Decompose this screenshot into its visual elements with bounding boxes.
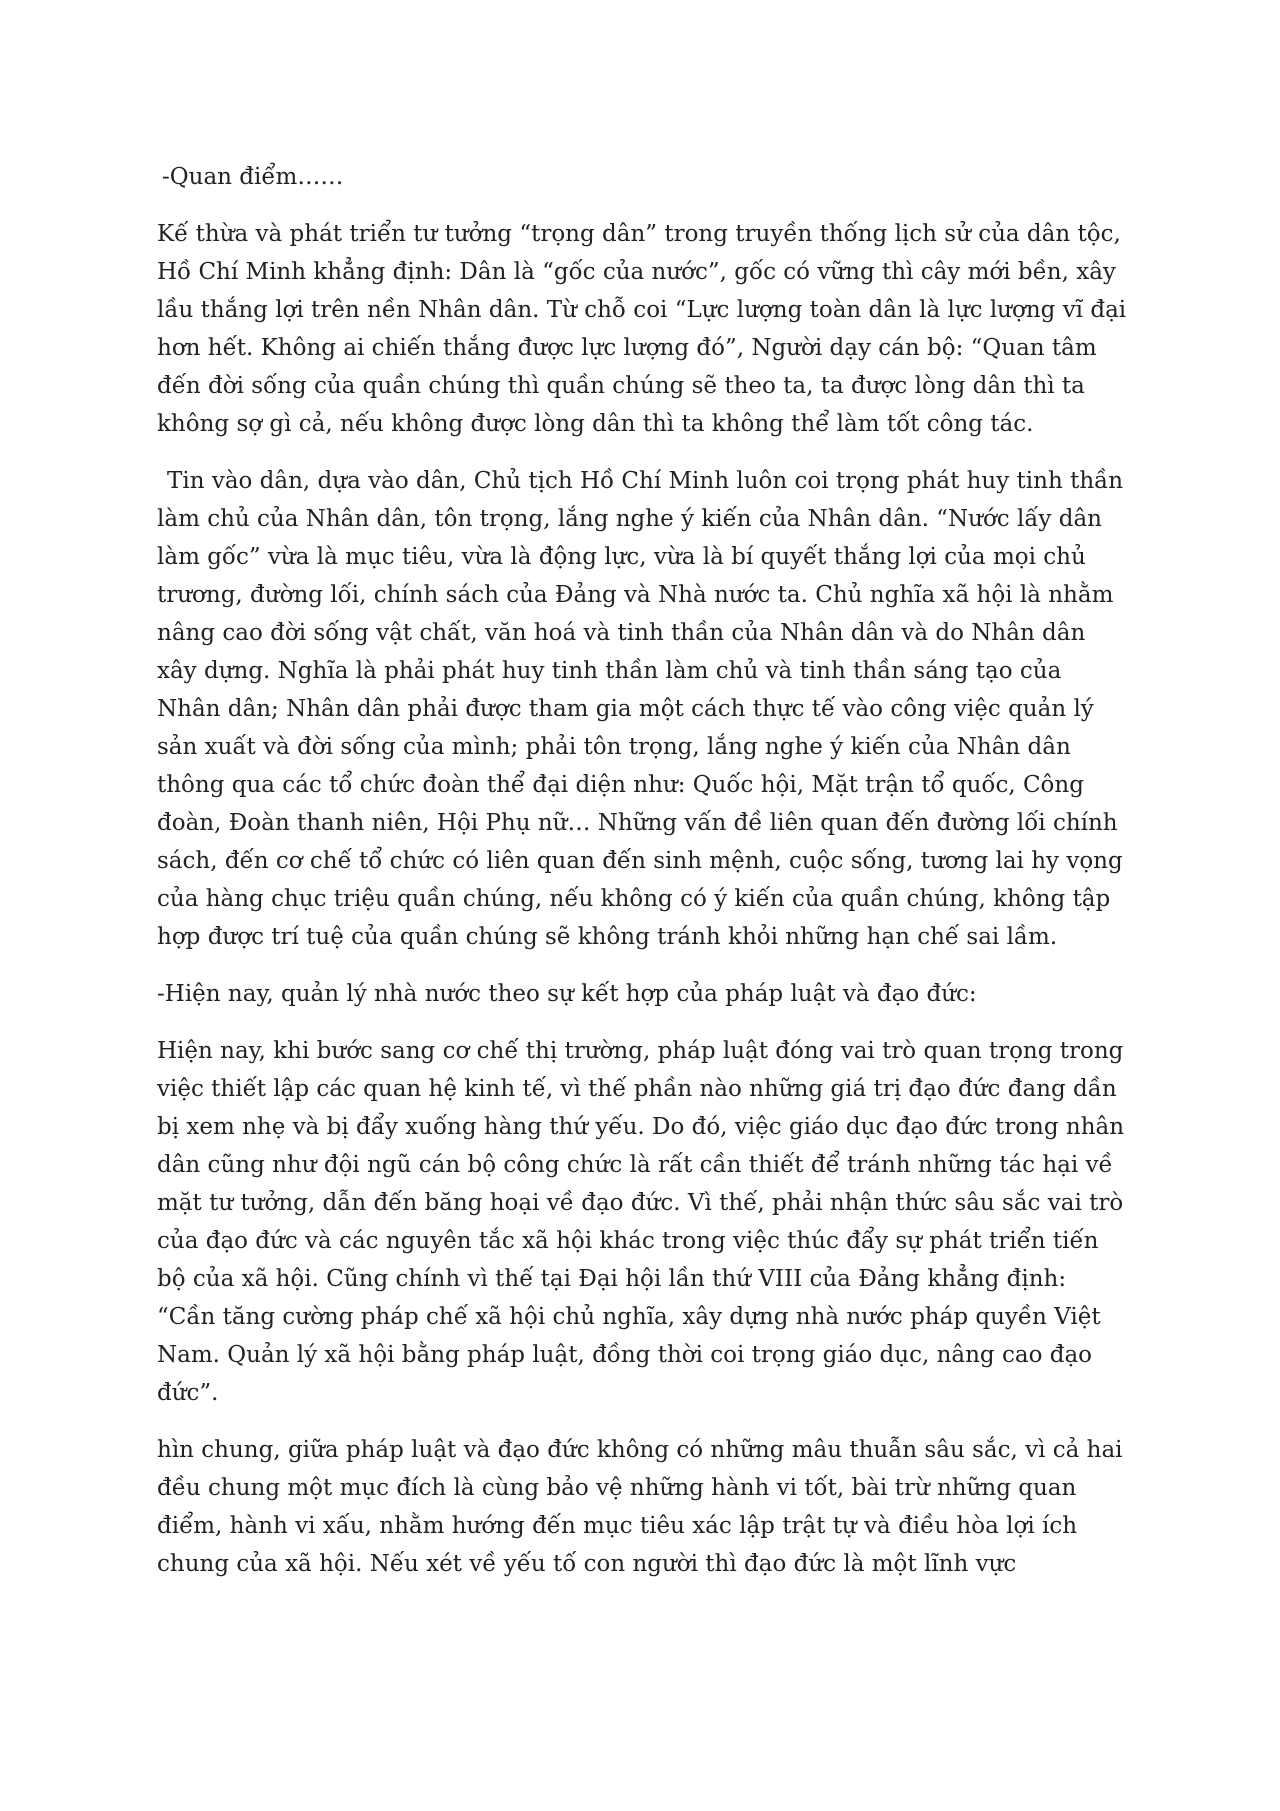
body-paragraph: Kế thừa và phát triển tư tưởng “trọng dân” trong truyền thống lịch sử của dân tộc, Hồ Chí Minh khẳng định: Dân là “gốc của nước”, gốc có vững thì cây mới bền, xây lầu thắng lợi trên nền Nhân dân. Từ chỗ coi “Lực lượng toàn dân là lực lượng vĩ đại hơn hết. Không ai chiến thắng được lực lượng đó”, Người dạy cán bộ: “Quan tâm đến đời sống của quần chúng thì quần chúng sẽ theo ta, ta được lòng dân thì ta không sợ gì cả, nếu không được lòng dân thì ta không thể làm tốt công tác. <box>157 221 1127 437</box>
section-heading-hien-nay: -Hiện nay, quản lý nhà nước theo sự kết hợp của pháp luật và đạo đức: <box>157 981 977 1007</box>
body-paragraph: Hiện nay, khi bước sang cơ chế thị trường, pháp luật đóng vai trò quan trọng trong việc thiết lập các quan hệ kinh tế, vì thế phần nào những giá trị đạo đức đang dần bị xem nhẹ và bị đẩy xuống hàng thứ yếu. Do đó, việc giáo dục đạo đức trong nhân dân cũng như đội ngũ cán bộ công chức là rất cần thiết để tránh những tác hại về mặt tư tưởng, dẫn đến băng hoại về đạo đức. Vì thế, phải nhận thức sâu sắc vai trò của đạo đức và các nguyên tắc xã hội khác trong việc thúc đẩy sự phát triển tiến bộ của xã hội. Cũng chính vì thế tại Đại hội lần thứ VIII của Đảng khẳng định: “Cần tăng cường pháp chế xã hội chủ nghĩa, xây dựng nhà nước pháp quyền Việt Nam. Quản lý xã hội bằng pháp luật, đồng thời coi trọng giáo dục, nâng cao đạo đức”. <box>157 1038 1125 1406</box>
section-heading-quan-diem: -Quan điểm…… <box>162 164 344 190</box>
body-paragraph: Tin vào dân, dựa vào dân, Chủ tịch Hồ Chí Minh luôn coi trọng phát huy tinh thần làm chủ của Nhân dân, tôn trọng, lắng nghe ý kiến của Nhân dân. “Nước lấy dân làm gốc” vừa là mục tiêu, vừa là động lực, vừa là bí quyết thắng lợi của mọi chủ trương, đường lối, chính sách của Đảng và Nhà nước ta. Chủ nghĩa xã hội là nhằm nâng cao đời sống vật chất, văn hoá và tinh thần của Nhân dân và do Nhân dân xây dựng. Nghĩa là phải phát huy tinh thần làm chủ và tinh thần sáng tạo của Nhân dân; Nhân dân phải được tham gia một cách thực tế vào công việc quản lý sản xuất và đời sống của mình; phải tôn trọng, lắng nghe ý kiến của Nhân dân thông qua các tổ chức đoàn thể đại diện như: Quốc hội, Mặt trận tổ quốc, Công đoàn, Đoàn thanh niên, Hội Phụ nữ… Những vấn đề liên quan đến đường lối chính sách, đến cơ chế tổ chức có liên quan đến sinh mệnh, cuộc sống, tương lai hy vọng của hàng chục triệu quần chúng, nếu không có ý kiến của quần chúng, không tập hợp được trí tuệ của quần chúng sẽ không tránh khỏi những hạn chế sai lầm. <box>157 468 1124 950</box>
body-paragraph: hìn chung, giữa pháp luật và đạo đức không có những mâu thuẫn sâu sắc, vì cả hai đều chung một mục đích là cùng bảo vệ những hành vi tốt, bài trừ những quan điểm, hành vi xấu, nhằm hướng đến mục tiêu xác lập trật tự và điều hòa lợi ích chung của xã hội. Nếu xét về yếu tố con người thì đạo đức là một lĩnh vực <box>157 1437 1123 1577</box>
